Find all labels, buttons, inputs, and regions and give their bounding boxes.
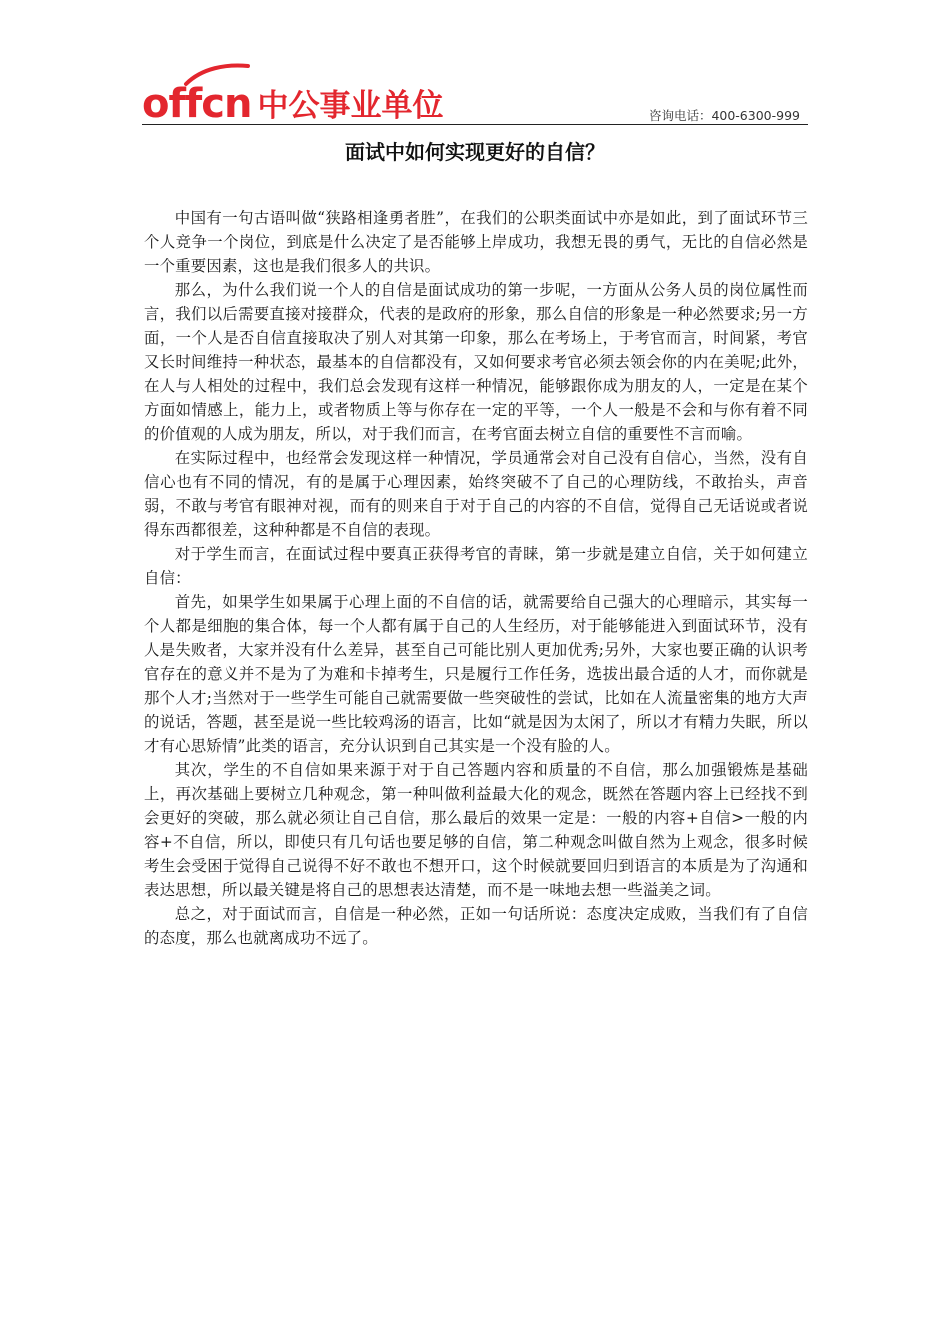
logo-swoosh-icon	[182, 62, 252, 88]
logo-chinese-name: 中公事业单位	[257, 88, 444, 124]
paragraph: 首先，如果学生如果属于心理上面的不自信的话，就需要给自己强大的心理暗示，其实每一个人都是细胞的集合体，每一个人都有属于自己的人生经历，对于能够能进入到面试环节，没有人是失败者，大家并没有什么差异，甚至自己可能比别人更加优秀;另外，大家也要正确的认识考官存在的意义并不是为了为难和卡掉考生，只是履行工作任务，选拔出最合适的人才，而你就是那个人才;当然对于一些学生可能自己就需要做一些突破性的尝试，比如在人流量密集的地方大声的说话，答题，甚至是说一些比较鸡汤的语言，比如“就是因为太闲了，所以才有精力失眠，所以才有心思矫情”此类的语言，充分认识到自己其实是一个没有脸的人。	[144, 593, 808, 755]
article-body	[144, 206, 808, 950]
hotline-text: 咨询电话：400-6300-999	[648, 108, 800, 123]
paragraph: 对于学生而言，在面试过程中要真正获得考官的青睐，第一步就是建立自信，关于如何建立自信：	[144, 545, 808, 587]
paragraph: 中国有一句古语叫做“狭路相逢勇者胜”，在我们的公职类面试中亦是如此，到了面试环节三个人竞争一个岗位，到底是什么决定了是否能够上岸成功，我想无畏的勇气，无比的自信必然是一个重要因素，这也是我们很多人的共识。	[144, 209, 808, 275]
article-title: 面试中如何实现更好的自信？	[345, 140, 605, 164]
page-header	[142, 60, 808, 127]
paragraph: 其次，学生的不自信如果来源于对于自己答题内容和质量的不自信，那么加强锻炼是基础上，再次基础上要树立几种观念，第一种叫做利益最大化的观念，既然在答题内容上已经找不到会更好的突破，那么就必须让自己自信，那么最后的效果一定是：一般的内容+自信>一般的内容+不自信，所以，即使只有几句话也要足够的自信，第二种观念叫做自然为上观念，很多时候考生会受困于觉得自己说得不好不敢也不想开口，这个时候就要回归到语言的本质是为了沟通和表达思想，所以最关键是将自己的思想表达清楚，而不是一味地去想一些溢美之词。	[144, 761, 808, 899]
paragraph: 总之，对于面试而言，自信是一种必然，正如一句话所说：态度决定成败，当我们有了自信的态度，那么也就离成功不远了。	[144, 905, 808, 947]
paragraph: 在实际过程中，也经常会发现这样一种情况，学员通常会对自己没有自信心，当然，没有自信心也有不同的情况，有的是属于心理因素，始终突破不了自己的心理防线，不敢抬头，声音弱，不敢与考官有眼神对视，而有的则来自于对于自己的内容的不自信，觉得自己无话说或者说得东西都很差，这种种都是不自信的表现。	[144, 449, 808, 539]
brand-logo	[142, 68, 444, 127]
header-divider	[142, 124, 808, 125]
paragraph: 那么，为什么我们说一个人的自信是面试成功的第一步呢，一方面从公务人员的岗位属性而言，我们以后需要直接对接群众，代表的是政府的形象，那么自信的形象是一种必然要求;另一方面，一个人是否自信直接取决了别人对其第一印象，那么在考场上，于考官而言，时间紧，考官又长时间维持一种状态，最基本的自信都没有，又如何要求考官必须去领会你的内在美呢;此外，在人与人相处的过程中，我们总会发现有这样一种情况，能够跟你成为朋友的人，一定是在某个方面如情感上，能力上，或者物质上等与你存在一定的平等，一个人一般是不会和与你有着不同的价值观的人成为朋友，所以，对于我们而言，在考官面去树立自信的重要性不言而喻。	[144, 281, 808, 443]
logo-wordmark: offcn	[142, 81, 252, 127]
